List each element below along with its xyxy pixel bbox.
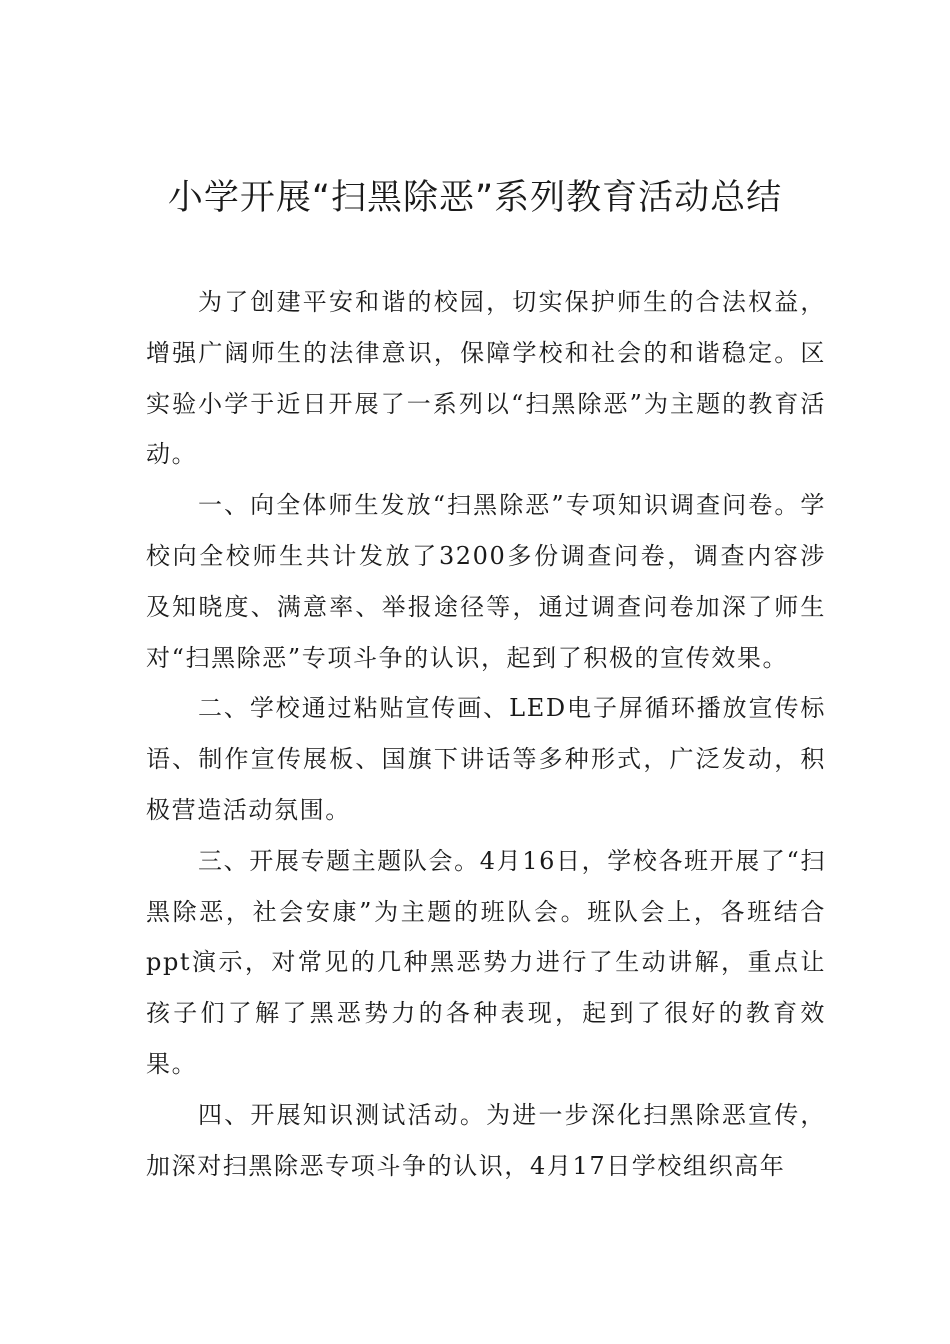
paragraph-publicity: 二、学校通过粘贴宣传画、LED电子屏循环播放宣传标语、制作宣传展板、国旗下讲话等多种形式，广泛发动，积极营造活动氛围。 <box>146 694 826 824</box>
paragraph-class-meeting: 三、开展专题主题队会。4月16日，学校各班开展了“扫黑除恶，社会安康”为主题的班队会。班队会上，各班结合ppt演示，对常见的几种黑恶势力进行了生动讲解，重点让孩子们了解了黑恶势力的各种表现，起到了很好的教育效果。 <box>146 846 826 1078</box>
document-title: 小学开展“扫黑除恶”系列教育活动总结 <box>167 178 783 218</box>
paragraph-survey: 一、向全体师生发放“扫黑除恶”专项知识调查问卷。学校向全校师生共计发放了3200多份调查问卷，调查内容涉及知晓度、满意率、举报途径等，通过调查问卷加深了师生对“扫黑除恶”专项斗争的认识，起到了积极的宣传效果。 <box>146 491 826 672</box>
paragraph-knowledge-test: 四、开展知识测试活动。为进一步深化扫黑除恶宣传，加深对扫黑除恶专项斗争的认识，4月17日学校组织高年 <box>146 1100 826 1180</box>
paragraph-intro: 为了创建平安和谐的校园，切实保护师生的合法权益，增强广阔师生的法律意识，保障学校和社会的和谐稳定。区实验小学于近日开展了一系列以“扫黑除恶”为主题的教育活动。 <box>146 288 826 469</box>
document-body <box>146 277 826 1191</box>
